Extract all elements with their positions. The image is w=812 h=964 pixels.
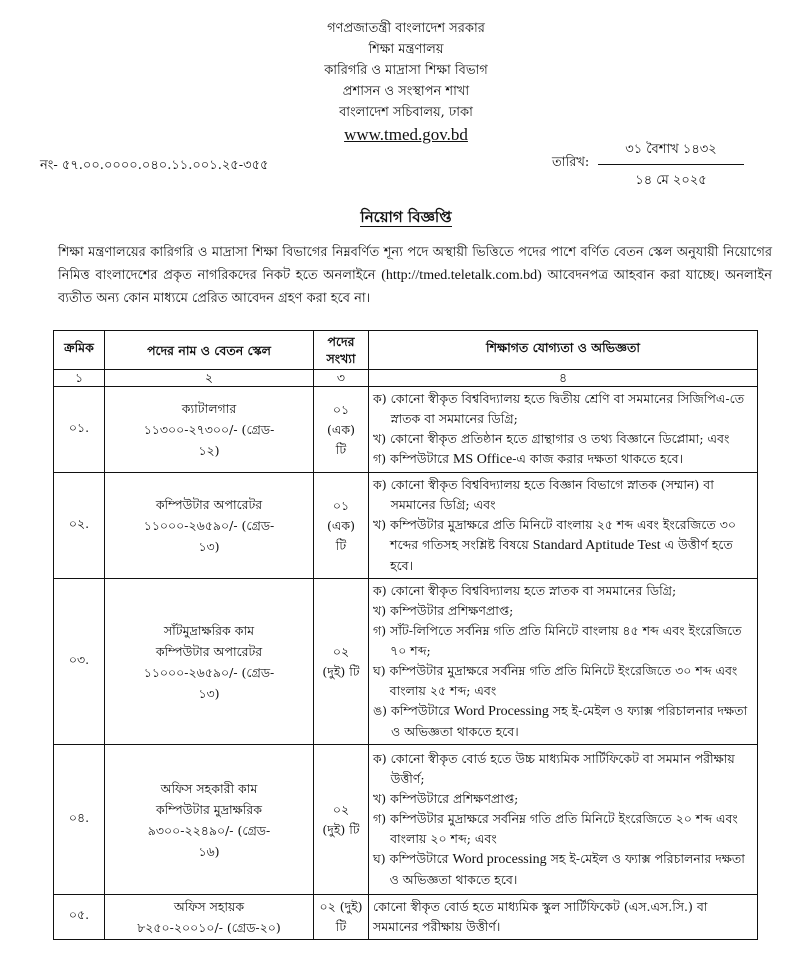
notice-title	[0, 206, 812, 231]
qual-text	[390, 449, 751, 470]
header-post: পদের নাম ও বেতন স্কেল	[105, 331, 314, 370]
row-qualification	[369, 387, 758, 473]
qual-mark: ক)	[373, 477, 387, 492]
website-link[interactable]: www.tmed.gov.bd	[344, 125, 468, 144]
qual-mark: ঘ)	[373, 663, 386, 678]
qual-text-pre: কম্পিউটারে	[391, 703, 450, 718]
count-number: ০১	[332, 401, 350, 417]
row-count	[314, 473, 369, 579]
row-post	[105, 895, 314, 940]
qual-mark: গ)	[373, 811, 387, 826]
date-bangla: ৩১ বৈশাখ ১৪৩২	[598, 140, 744, 165]
qual-item	[373, 701, 751, 742]
count-words: (এক)	[326, 517, 355, 533]
vacancy-table	[53, 330, 758, 940]
header-serial: ক্রমিক	[54, 331, 105, 370]
post-name: কম্পিউটার অপারেটর	[155, 497, 263, 512]
index-2: ২	[105, 370, 314, 387]
qual-text-post: -এ কাজ করার দক্ষতা থাকতে হবে।	[512, 451, 684, 466]
qual-text: কম্পিউটার মুদ্রাক্ষরে সর্বনিম্ন গতি প্রতি মিনিটে ইংরেজিতে ৩০ শব্দ এবং বাংলায় ২৫ শব্দ; এবং	[389, 663, 738, 698]
row-serial: ০৪.	[54, 745, 105, 895]
row-post	[105, 387, 314, 473]
memo-number: নং- ৫৭.০০.০০০০.০৪০.১১.০০১.২৫-৩৫৫	[40, 158, 269, 173]
qual-item	[373, 601, 751, 621]
qual-mark: খ)	[373, 791, 387, 806]
row-qualification	[369, 473, 758, 579]
header-line-government: গণপ্রজাতন্ত্রী বাংলাদেশ সরকার	[327, 21, 485, 36]
qual-text	[390, 849, 751, 890]
qual-item	[373, 809, 751, 849]
qual-text-english: Word Processing	[453, 704, 549, 719]
row-post	[105, 745, 314, 895]
qual-mark: ঘ)	[373, 851, 386, 866]
qual-text: কোনো স্বীকৃত বিশ্ববিদ্যালয় হতে দ্বিতীয় শ্রেণি বা সমমানের সিজিপিএ-তে স্নাতক বা সমমানের ডিগ্রি;	[390, 391, 745, 426]
index-4: ৪	[369, 370, 758, 387]
pay-scale: ১১৩০০-২৭৩০০/- (গ্রেড-	[143, 422, 275, 437]
pay-scale-cont: ১৩)	[198, 539, 220, 554]
count-number: ০২	[332, 643, 350, 659]
qual-text-english: Standard Aptitude Test	[532, 538, 661, 553]
qual-mark: ক)	[373, 751, 387, 766]
qual-mark: ক)	[373, 583, 387, 598]
qual-mark: খ)	[373, 603, 387, 618]
count-words: (দুই) টি	[322, 663, 360, 679]
office-header	[0, 18, 812, 145]
count-number: ০২ (দুই)	[319, 899, 363, 914]
intro-paragraph	[58, 241, 772, 310]
header-count	[314, 331, 369, 370]
row-qualification	[369, 745, 758, 895]
row-count	[314, 745, 369, 895]
header-line-address: বাংলাদেশ সচিবালয়, ঢাকা	[339, 105, 473, 120]
row-post	[105, 473, 314, 579]
qual-text: কম্পিউটারে প্রশিক্ষণপ্রাপ্ত;	[390, 791, 519, 806]
qual-text-pre: কম্পিউটারে	[390, 451, 449, 466]
post-name: অফিস সহকারী কাম	[160, 780, 258, 796]
pay-scale: ৮২৫০-২০০১০/- (গ্রেড-২০)	[137, 920, 281, 935]
qual-text-post: সহ ই-মেইল ও ফ্যাক্স পরিচালনার দক্ষতা ও অভিজ্ঞতা থাকতে হবে।	[389, 851, 745, 887]
header-count-line1: পদের	[327, 334, 355, 349]
count-unit: টি	[335, 919, 347, 934]
header-line-ministry: শিক্ষা মন্ত্রণালয়	[368, 42, 444, 57]
qual-item	[373, 661, 751, 701]
row-serial: ০২.	[54, 473, 105, 579]
qual-text-post: এ উত্তীর্ণ হতে হবে।	[390, 537, 733, 573]
qual-text-english: Word processing	[452, 852, 547, 867]
row-count	[314, 387, 369, 473]
count-words: (দুই) টি	[322, 821, 360, 837]
row-count	[314, 579, 369, 745]
count-number: ০২	[332, 801, 350, 817]
qual-item	[373, 389, 751, 429]
qual-text: কোনো স্বীকৃত বিশ্ববিদ্যালয় হতে বিজ্ঞান বিভাগে স্নাতক (সম্মান) বা সমমানের ডিগ্রি; এবং	[390, 477, 714, 512]
row-qualification	[369, 579, 758, 745]
table-header-row	[54, 331, 758, 370]
post-name: সাঁটমুদ্রাক্ষরিক কাম	[163, 622, 255, 638]
row-count	[314, 895, 369, 940]
count-unit: টি	[335, 537, 347, 553]
qual-mark: ঙ)	[373, 703, 388, 718]
row-serial: ০৫.	[54, 895, 105, 940]
pay-scale-cont: ১২)	[198, 443, 220, 458]
qual-item	[373, 581, 751, 601]
post-name: অফিস সহায়ক	[173, 899, 245, 914]
intro-part2: আবেদনপত্র আহবান করা যাচ্ছে। অনলাইন ব্যতীত অন্য কোন মাধ্যমে প্রেরিত আবেদন গ্রহণ করা হবে না।	[58, 268, 773, 306]
notice-title-text: নিয়োগ বিজ্ঞপ্তি	[360, 208, 452, 226]
table-row	[54, 473, 758, 579]
post-name: ক্যাটালগার	[181, 401, 237, 416]
qual-item	[373, 789, 751, 809]
qual-mark: গ)	[373, 451, 387, 466]
qual-text: কোনো স্বীকৃত বোর্ড হতে উচ্চ মাধ্যমিক সার্টিফিকেট বা সমমান পরীক্ষায় উত্তীর্ণ;	[390, 751, 735, 786]
table-row	[54, 745, 758, 895]
header-qualification: শিক্ষাগত যোগ্যতা ও অভিজ্ঞতা	[369, 331, 758, 370]
qual-item	[373, 449, 751, 470]
pay-scale: ৯৩০০-২২৪৯০/- (গ্রেড-	[147, 822, 271, 838]
qual-text-pre: কম্পিউটার মুদ্রাক্ষরে প্রতি মিনিটে বাংলায় ২৫ শব্দ এবং ইংরেজিতে ৩০ শব্দের গতিসহ সংশ্লিষ্ট বিষয়ে	[390, 517, 736, 552]
pay-scale-cont: ১৩)	[198, 685, 220, 701]
date-label: তারিখ:	[552, 155, 590, 170]
index-1: ১	[54, 370, 105, 387]
table-index-row	[54, 370, 758, 387]
qual-text: কোনো স্বীকৃত প্রতিষ্ঠান হতে গ্রান্থাগার ও তথ্য বিজ্ঞানে ডিপ্লোমা; এবং	[390, 431, 730, 446]
pay-scale-cont: ১৬)	[198, 843, 220, 859]
qual-item	[373, 849, 751, 890]
intro-part1: শিক্ষা মন্ত্রণালয়ের কারিগরি ও মাদ্রাসা শিক্ষা বিভাগের নিম্নবর্ণিত শূন্য পদে অস্থায়ী ভিত্তিতে পদের পাশে বর্ণিত বেতন স্কেল অনুযায়ী নিয়োগের নিমিত্ত বাংলাদেশের প্রকৃত নাগরিকদের নিকট হতে অনলাইনে	[58, 245, 772, 283]
pay-scale: ১১০০০-২৬৫৯০/- (গ্রেড-	[143, 518, 275, 533]
qual-text: কোনো স্বীকৃত বিশ্ববিদ্যালয় হতে স্নাতক বা সমমানের ডিগ্রি;	[390, 583, 677, 598]
row-qualification	[369, 895, 758, 940]
qual-item	[373, 475, 751, 515]
qual-text	[391, 701, 751, 742]
qual-text-post: সহ ই-মেইল ও ফ্যাক্স পরিচালনার দক্ষতা ও অভিজ্ঞতা থাকতে হবে।	[391, 703, 748, 739]
qual-item	[373, 515, 751, 576]
qual-item	[373, 429, 751, 449]
qual-mark: ক)	[373, 391, 387, 406]
header-line-branch: প্রশাসন ও সংস্থাপন শাখা	[342, 84, 470, 99]
qual-text: কম্পিউটার প্রশিক্ষণপ্রাপ্ত;	[390, 603, 514, 618]
application-link[interactable]: (http://tmed.teletalk.com.bd)	[381, 268, 542, 283]
qual-text-english: MS Office	[452, 452, 513, 467]
qual-item	[373, 749, 751, 789]
qual-text: কম্পিউটার মুদ্রাক্ষরে সর্বনিম্ন গতি প্রতি মিনিটে ইংরেজিতে ২০ শব্দ এবং বাংলায় ২০ শব্দ; এবং	[390, 811, 738, 846]
qual-item	[373, 621, 751, 661]
pay-scale: ১১০০০-২৬৫৯০/- (গ্রেড-	[143, 664, 275, 680]
count-unit: টি	[335, 441, 347, 457]
table-row	[54, 387, 758, 473]
qual-mark: খ)	[373, 431, 387, 446]
qual-text-pre: কম্পিউটারে	[389, 851, 449, 866]
qual-text: সাঁট-লিপিতে সর্বনিম্ন গতি প্রতি মিনিটে বাংলায় ৪৫ শব্দ এবং ইংরেজিতে ৭০ শব্দ;	[390, 623, 742, 658]
header-count-line2: সংখ্যা	[326, 351, 356, 366]
row-post	[105, 579, 314, 745]
post-name-cont: কম্পিউটার অপারেটর	[155, 643, 263, 659]
index-3: ৩	[314, 370, 369, 387]
count-number: ০১	[332, 497, 350, 513]
table-row	[54, 895, 758, 940]
row-serial: ০১.	[54, 387, 105, 473]
date-english: ১৪ মে ২০২৫	[635, 173, 707, 188]
qual-text	[390, 515, 751, 576]
date-block	[598, 140, 744, 192]
qual-text: কোনো স্বীকৃত বোর্ড হতে মাধ্যমিক স্কুল সার্টিফিকেট (এস.এস.সি.) বা সমমানের পরীক্ষায় উত্তীর্ণ।	[373, 899, 708, 934]
qual-mark: খ)	[373, 517, 387, 532]
count-words: (এক)	[326, 421, 355, 437]
post-name-cont: কম্পিউটার মুদ্রাক্ষরিক	[155, 801, 263, 817]
qual-mark: গ)	[373, 623, 387, 638]
header-line-division: কারিগরি ও মাদ্রাসা শিক্ষা বিভাগ	[324, 63, 488, 78]
row-serial: ০৩.	[54, 579, 105, 745]
table-row	[54, 579, 758, 745]
